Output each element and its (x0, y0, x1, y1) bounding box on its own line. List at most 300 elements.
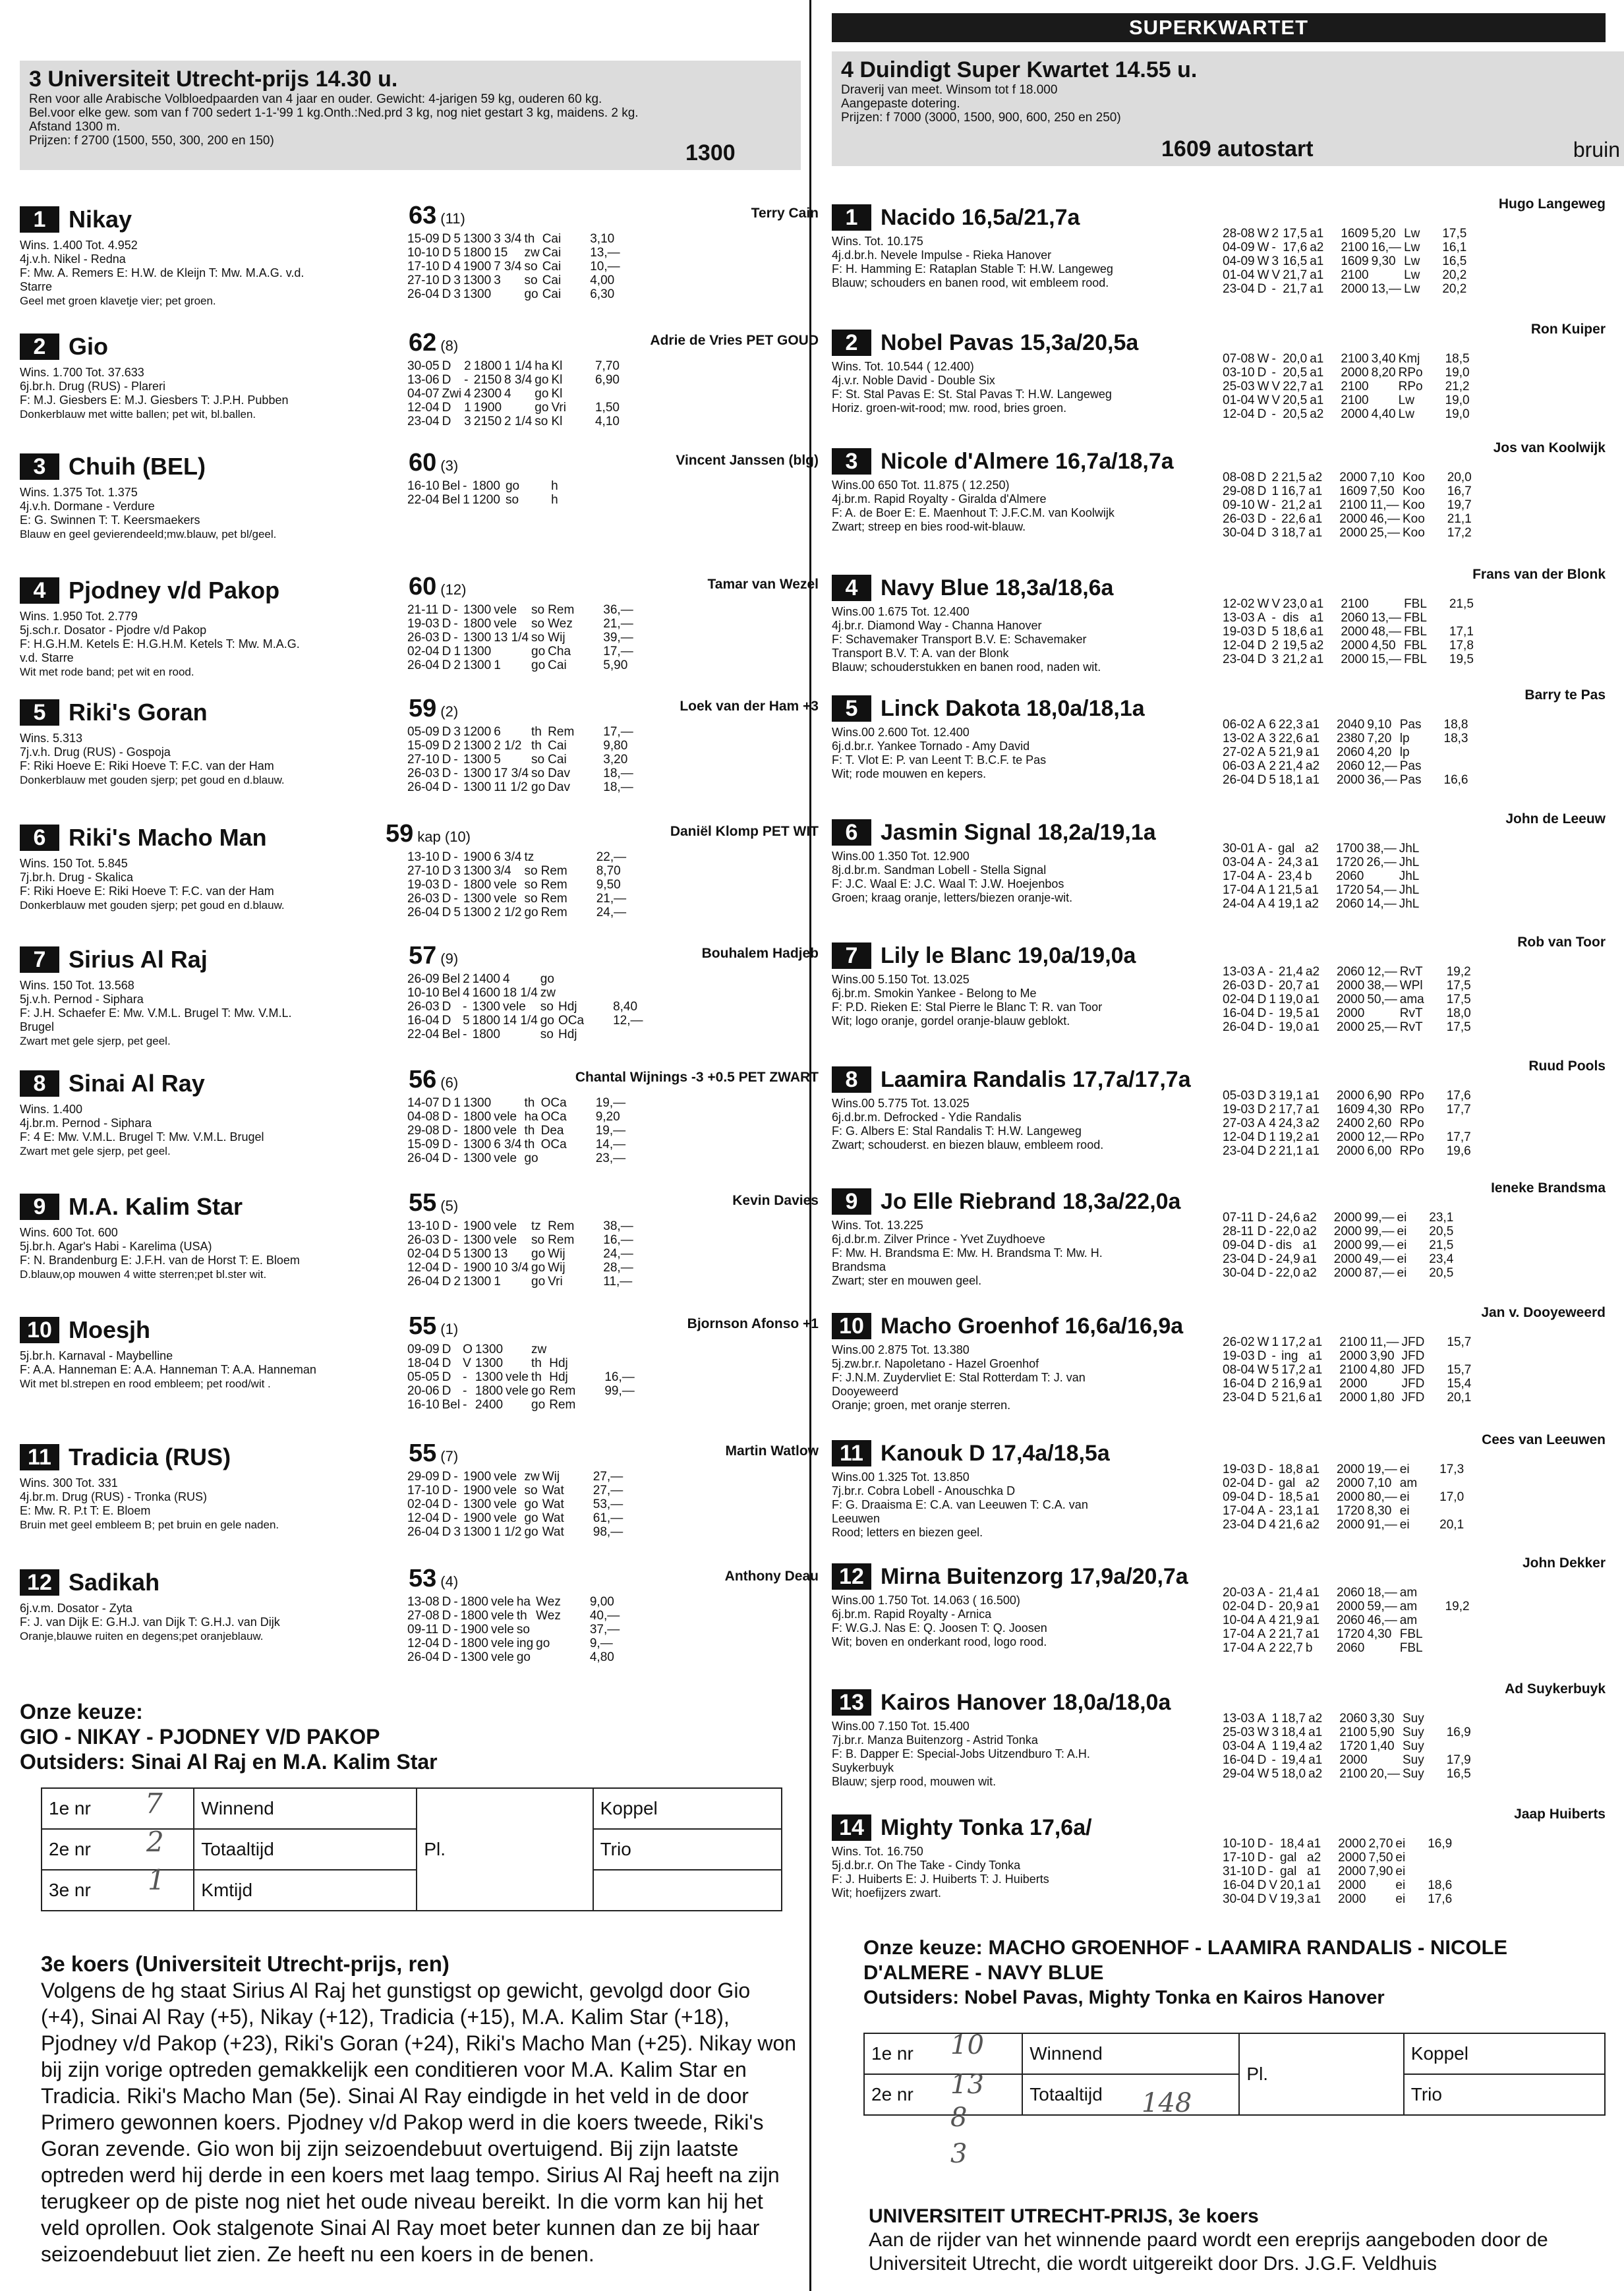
bet-cell[interactable]: Winnend (1022, 2033, 1239, 2074)
form-cell: 17,5 (1446, 1020, 1471, 1034)
bet-cell[interactable]: Koppel (593, 1788, 782, 1829)
form-cell: Cai (542, 274, 562, 287)
form-table (1223, 471, 1474, 540)
form-row (407, 1247, 636, 1261)
form-cell: D (442, 1000, 451, 1014)
form-cell: go (505, 479, 520, 493)
form-cell: 19,4 (1281, 1739, 1306, 1753)
info-line: Zwart; schouderst. en biezen blauw, embleem rood. (832, 1138, 1104, 1151)
form-cell: 01-04 (1223, 268, 1255, 282)
driver-name: Ruud Pools (1528, 1058, 1606, 1074)
form-cell: 2000 (1341, 625, 1369, 639)
entry-number: 6 (20, 825, 59, 851)
form-cell: 23-04 (1223, 282, 1255, 296)
form-row (1223, 366, 1472, 380)
horse-name: Kairos Hanover 18,0a/18,0a (881, 1689, 1171, 1715)
form-cell: 21,4 (1278, 965, 1303, 979)
form-cell (1420, 1504, 1466, 1518)
handwritten-mark: 1 (148, 1864, 165, 1896)
bet-cell[interactable]: Totaaltijd (194, 1829, 417, 1870)
form-cell: D (442, 401, 451, 415)
form-cell: 27,— (593, 1484, 624, 1497)
form-grid (1223, 1089, 1474, 1158)
form-cell: a1 (1310, 393, 1324, 407)
form-cell: a1 (1305, 1020, 1320, 1034)
horse-entry (20, 449, 819, 541)
form-cell: go (531, 658, 546, 672)
form-cell: 2000 (1339, 471, 1368, 484)
draw: (9) (440, 950, 459, 967)
form-cell: 24,9 (1275, 1252, 1300, 1266)
form-cell: gal (1280, 1865, 1297, 1878)
horse-info (832, 478, 1207, 534)
form-cell: OCa (558, 1014, 585, 1028)
horse-entry (832, 1683, 1606, 1789)
info-line: 6j.d.br.m. Defrocked - Ydie Randalis (832, 1111, 1022, 1124)
horse-entry (20, 202, 819, 308)
form-cell: 4,00 (590, 274, 615, 287)
form-cell: 4 (1269, 1116, 1276, 1130)
form-cell: 2000 (1337, 993, 1365, 1006)
race-condition: Prijzen: f 2700 (1500, 550, 300, 200 en 150) (29, 134, 274, 148)
form-cell: - (1269, 1851, 1273, 1865)
form-row (407, 232, 623, 246)
form-cell: JFD (1401, 1349, 1425, 1363)
form-cell: D (1257, 1144, 1267, 1158)
form-cell: 16,7 (1447, 484, 1472, 498)
form-cell: so (535, 415, 548, 428)
form-cell: a1 (1305, 1504, 1320, 1518)
form-cell: 22,0 (1275, 1225, 1300, 1238)
horse-name: Sirius Al Raj (69, 946, 208, 973)
form-cell: h (551, 479, 558, 493)
horse-name: Sinai Al Ray (69, 1070, 205, 1097)
form-cell (549, 1343, 578, 1356)
info-line: Wins. 1.700 Tot. 37.633 (20, 366, 144, 379)
form-row (1223, 1600, 1472, 1613)
form-cell (506, 1356, 531, 1370)
form-cell: Lw (1404, 241, 1420, 254)
form-row (407, 1138, 628, 1151)
form-cell: 26-04 (407, 1275, 440, 1289)
form-cell: 1,40 (1370, 1739, 1395, 1753)
form-cell: Koo (1402, 484, 1425, 498)
form-cell: go (531, 645, 546, 658)
form-row (1223, 1851, 1455, 1865)
horse-name: Laamira Randalis 17,7a/17,7a (881, 1066, 1191, 1092)
form-row (407, 1233, 636, 1247)
form-cell: 2 (1269, 759, 1276, 773)
form-cell: 21-11 (407, 603, 439, 617)
form-cell: 19-03 (1223, 1463, 1255, 1476)
form-cell: 5 (1271, 1391, 1279, 1405)
form-cell (1427, 1349, 1474, 1363)
bet-cell[interactable]: Trio (593, 1829, 782, 1870)
info-line: 4j.br.m. Rapid Royalty - Giralda d'Almere (832, 492, 1047, 506)
form-cell: 1800 (472, 1028, 500, 1041)
form-cell: a1 (1305, 1490, 1320, 1504)
form-cell: 8,20 (1371, 366, 1396, 380)
form-cell: 19,5 (1278, 1006, 1303, 1020)
bet-cell[interactable]: Winnend (194, 1788, 417, 1829)
form-cell: 03-04 (1223, 856, 1255, 869)
form-cell: 17,6 (1283, 241, 1308, 254)
form-cell: 39,— (603, 631, 633, 645)
form-cell: 25,— (1370, 526, 1400, 540)
form-cell: 20,1 (1439, 1518, 1464, 1532)
form-cell: 2000 (1337, 1144, 1365, 1158)
form-cell: 3,40 (1371, 352, 1396, 366)
form-cell: 19,5 (1449, 652, 1474, 666)
form-cell: D (442, 274, 451, 287)
form-grid (407, 1595, 622, 1664)
driver-name: Cees van Leeuwen (1482, 1432, 1606, 1447)
form-cell: - (1268, 842, 1273, 856)
form-cell: JFD (1401, 1363, 1425, 1377)
info-line: F: St. Stal Pavas E: St. Stal Pavas T: H.W. Langeweg (832, 388, 1112, 401)
form-row (1223, 611, 1476, 625)
form-cell: Wat (542, 1497, 564, 1511)
form-cell: 1200 (463, 725, 492, 739)
form-cell: 22-04 (407, 493, 440, 507)
form-cell: 1900 (463, 1470, 492, 1484)
form-cell: 2100 (1341, 380, 1369, 393)
form-cell: - (453, 1637, 458, 1650)
form-cell: a2 (1308, 471, 1323, 484)
form-cell: 14-07 (407, 1096, 440, 1110)
form-cell: 17-10 (407, 260, 440, 274)
form-cell: 5 (1271, 1767, 1279, 1781)
bet-cell: 2e nr (42, 1829, 194, 1870)
horse-info (832, 235, 1207, 290)
form-cell: a1 (1310, 597, 1324, 611)
form-cell: D (442, 1595, 451, 1609)
horse-entry (832, 1434, 1606, 1540)
form-cell (558, 972, 587, 986)
form-cell: 15-09 (407, 1138, 440, 1151)
bet-cell[interactable]: Kmtijd (194, 1870, 417, 1911)
form-cell: 1800 (463, 617, 492, 631)
form-cell: 2 (1271, 227, 1279, 241)
form-cell: 12,— (613, 1014, 643, 1028)
form-table (407, 1343, 637, 1412)
form-cell: ei (1395, 1837, 1406, 1851)
form-cell: 18,7 (1281, 1712, 1306, 1726)
info-line: Wins. Tot. 10.175 (832, 235, 923, 248)
bet-cell[interactable]: Trio (1404, 2074, 1605, 2115)
jockey-name: Bjornson Afonso +1 (687, 1316, 819, 1331)
form-cell: 2000 (1338, 1892, 1366, 1906)
form-cell: 6,90 (594, 373, 620, 387)
form-cell: 15,— (1371, 652, 1402, 666)
form-cell: 28,— (603, 1261, 633, 1275)
form-cell: 5 (453, 1247, 461, 1261)
stable-colors: Donkerblauw met witte ballen; pet wit, bl.ballen. (20, 408, 256, 420)
form-cell: - (463, 1000, 467, 1014)
form-cell: am (1399, 1476, 1418, 1490)
form-cell: 21,7 (1283, 282, 1308, 296)
form-cell: 1900 (463, 850, 492, 864)
form-cell: 3 (453, 1525, 461, 1539)
form-row (1223, 718, 1470, 732)
form-cell: - (453, 1151, 458, 1165)
form-cell: vele (506, 1370, 529, 1384)
form-cell: 5 (463, 1014, 470, 1028)
form-row (1223, 393, 1472, 407)
form-cell: 20-06 (407, 1384, 440, 1398)
entry-number: 14 (832, 1814, 871, 1841)
form-row (1223, 1518, 1466, 1532)
handwritten-mark: 3 (950, 2139, 968, 2169)
form-cell: 17,3 (1439, 1463, 1464, 1476)
form-cell: 17,8 (1449, 639, 1474, 652)
info-line: F: N. Brandenburg E: J.F.H. van de Horst T: E. Bloem (20, 1254, 300, 1267)
form-cell: am (1399, 1613, 1418, 1627)
form-cell: 10-10 (407, 986, 440, 1000)
form-cell: 09-10 (1223, 498, 1255, 512)
form-cell: a1 (1302, 1252, 1317, 1266)
form-cell: 21,1 (1447, 512, 1472, 526)
form-cell: 23,1 (1278, 1504, 1303, 1518)
form-cell: A (1257, 1613, 1266, 1627)
form-row (407, 1110, 628, 1124)
form-row (1223, 1726, 1474, 1739)
form-cell: D (442, 1151, 451, 1165)
form-cell: zw (524, 246, 540, 260)
form-cell: 26-04 (1223, 1020, 1255, 1034)
form-row (1223, 484, 1474, 498)
horse-entry (832, 1058, 1606, 1158)
horse-entry (20, 1189, 819, 1289)
form-cell: JhL (1399, 883, 1420, 897)
form-cell: 21,— (596, 892, 627, 906)
form-cell: RPo (1399, 1144, 1424, 1158)
form-cell: D (442, 287, 451, 301)
form-cell: a1 (1308, 1349, 1323, 1363)
form-cell: 22,6 (1281, 512, 1306, 526)
form-cell: V (1269, 1878, 1278, 1892)
form-table (407, 359, 622, 428)
form-cell: 19,0 (1278, 1020, 1303, 1034)
form-cell: 2400 (1337, 1116, 1365, 1130)
form-cell: 5 (1269, 745, 1276, 759)
form-cell: 17,— (603, 725, 633, 739)
form-cell: 18,0 (1281, 1767, 1306, 1781)
info-line: Wins.00 5.150 Tot. 13.025 (832, 973, 970, 986)
entry-number: 1 (20, 206, 59, 233)
form-cell: so (524, 260, 538, 274)
form-grid (407, 972, 646, 1041)
form-cell: Lw (1398, 407, 1414, 421)
info-line: 6j.v.m. Dosator - Zyta (20, 1602, 132, 1615)
form-cell: ei (1397, 1211, 1407, 1225)
form-cell: A (1257, 1627, 1266, 1641)
form-cell: 13-10 (407, 850, 440, 864)
form-cell: 23,— (595, 1151, 626, 1165)
info-line: Groen; kraag oranje, letters/biezen oranje-wit. (832, 891, 1073, 904)
entry-number: 2 (20, 334, 59, 360)
form-cell: W (1257, 254, 1269, 268)
info-line: Wins. Tot. 10.544 ( 12.400) (832, 360, 974, 373)
form-cell: 4 (463, 986, 470, 1000)
form-cell: a2 (1302, 1211, 1317, 1225)
form-cell (1422, 897, 1444, 911)
form-cell: 12-04 (407, 1511, 440, 1525)
info-line: Wins.00 1.750 Tot. 14.063 ( 16.500) (832, 1594, 1020, 1607)
form-cell: 1900 (463, 1511, 492, 1525)
form-cell: 20,7 (1278, 979, 1303, 993)
form-cell: ei (1395, 1865, 1406, 1878)
form-cell: 20,1 (1280, 1878, 1305, 1892)
form-cell: 27,— (593, 1470, 624, 1484)
form-cell: D (1257, 1252, 1267, 1266)
horse-info (20, 486, 402, 541)
info-line: Wins. 150 Tot. 5.845 (20, 857, 128, 870)
driver-name: Frans van der Blonk (1472, 567, 1606, 582)
form-cell: 5,90 (1370, 1726, 1395, 1739)
form-cell: a1 (1310, 254, 1324, 268)
form-cell: 1300 (463, 645, 492, 658)
form-cell (587, 986, 645, 1000)
form-cell: - (1269, 1252, 1273, 1266)
form-cell: 1,80 (1370, 1391, 1395, 1405)
form-cell: D (442, 373, 451, 387)
form-cell: - (1271, 352, 1276, 366)
driver-name: Rob van Toor (1517, 935, 1606, 950)
form-cell: D (442, 1650, 451, 1664)
form-cell: Vri (551, 401, 566, 415)
form-cell: 14,— (1366, 897, 1397, 911)
form-cell: - (1271, 407, 1276, 421)
form-cell: 21,7 (1283, 268, 1308, 282)
form-cell: 17,2 (1281, 1335, 1306, 1349)
horse-name: Nicole d'Almere 16,7a/18,7a (881, 448, 1174, 474)
form-cell: a1 (1305, 745, 1320, 759)
form-cell: a2 (1310, 639, 1324, 652)
form-grid (1223, 471, 1474, 540)
form-cell: D (442, 1370, 451, 1384)
form-cell: 17,6 (1446, 1089, 1471, 1103)
form-cell: Rem (540, 864, 567, 878)
form-cell: 31-10 (1223, 1865, 1255, 1878)
form-cell: 18 1/4 (502, 986, 538, 1000)
bet-cell[interactable]: Koppel (1404, 2033, 1605, 2074)
form-cell: 1609 (1339, 484, 1368, 498)
form-cell: 2100 (1341, 241, 1369, 254)
form-cell: 07-08 (1223, 352, 1255, 366)
form-row (1223, 241, 1469, 254)
form-grid (1223, 842, 1444, 911)
form-cell: Koo (1402, 526, 1425, 540)
form-cell: 2000 (1333, 1252, 1362, 1266)
form-cell: - (453, 1497, 458, 1511)
form-row (1223, 282, 1469, 296)
form-cell: 1800 (460, 1609, 488, 1623)
form-cell: 16-04 (1223, 1753, 1255, 1767)
form-cell: - (1269, 1463, 1273, 1476)
info-line: Wins.00 1.675 Tot. 12.400 (832, 605, 970, 618)
form-cell: 18,4 (1281, 1726, 1306, 1739)
form-cell: D (442, 1110, 451, 1124)
handwritten-mark: 8 (950, 2102, 968, 2133)
form-cell: 21,2 (1445, 380, 1470, 393)
form-cell: vele (494, 892, 517, 906)
form-cell: D (1257, 1238, 1267, 1252)
form-cell: 26-03 (407, 631, 440, 645)
form-cell: D (442, 631, 451, 645)
form-grid (407, 850, 629, 919)
form-cell: 20,2 (1442, 282, 1467, 296)
info-line: 4j.v.h. Nikel - Redna (20, 252, 126, 266)
form-cell: 12-04 (407, 1637, 440, 1650)
info-line: E: Mw. R. P.t T: E. Bloem (20, 1504, 151, 1517)
horse-info (832, 1343, 1207, 1412)
horse-entry (20, 1565, 819, 1664)
form-cell: 2 (1269, 1627, 1276, 1641)
form-row (1223, 1641, 1472, 1655)
form-cell: 12-04 (1223, 407, 1255, 421)
form-grid (1223, 227, 1469, 296)
form-cell: A (1257, 745, 1266, 759)
form-cell: W (1257, 393, 1269, 407)
form-cell: 1900 (460, 1623, 488, 1637)
form-cell: a1 (1310, 282, 1324, 296)
horse-entry (832, 322, 1606, 421)
form-cell: D (442, 1014, 451, 1028)
form-cell: D (442, 906, 451, 919)
form-cell: Wez (536, 1609, 561, 1623)
horse-name: Tradicia (RUS) (69, 1443, 231, 1470)
bet-cell[interactable] (593, 1870, 782, 1911)
form-cell: 2 (463, 972, 470, 986)
form-table (407, 479, 561, 507)
form-cell: D (1257, 512, 1267, 526)
form-cell: - (453, 1595, 458, 1609)
form-cell: OCa (540, 1110, 567, 1124)
form-cell: h (551, 493, 558, 507)
form-cell: 4 (1268, 897, 1275, 911)
form-cell: 26-04 (407, 780, 440, 794)
form-cell: go (540, 972, 554, 986)
entry-number: 8 (20, 1070, 59, 1097)
form-cell (569, 387, 622, 401)
form-cell: go (524, 287, 538, 301)
form-cell: 3/4 (494, 864, 511, 878)
form-grid (1223, 1837, 1455, 1906)
info-line: Wins.00 7.150 Tot. 15.400 (832, 1720, 970, 1733)
bet-cell[interactable]: Totaaltijd (1022, 2074, 1239, 2115)
info-line: F: 4 E: Mw. V.M.L. Brugel T: Mw. V.M.L. Brugel (20, 1130, 264, 1144)
form-cell: a1 (1304, 856, 1319, 869)
info-line: Wins. 1.375 Tot. 1.375 (20, 486, 138, 499)
weight-score (409, 1565, 458, 1593)
weight-score (409, 1439, 458, 1468)
form-cell: gal (1280, 1851, 1297, 1865)
form-cell: 12,— (1367, 1130, 1397, 1144)
form-row (1223, 1130, 1474, 1144)
form-cell: D (442, 780, 451, 794)
form-row (1223, 993, 1474, 1006)
horse-entry (832, 568, 1606, 674)
form-cell: a1 (1310, 611, 1324, 625)
form-row (1223, 979, 1474, 993)
form-row (407, 603, 636, 617)
form-cell: 1800 (463, 1124, 492, 1138)
form-cell: 16,5 (1283, 254, 1308, 268)
form-cell: 2000 (1337, 1476, 1365, 1490)
form-cell: 18,0 (1446, 1006, 1471, 1020)
form-cell: 2060 (1341, 611, 1369, 625)
